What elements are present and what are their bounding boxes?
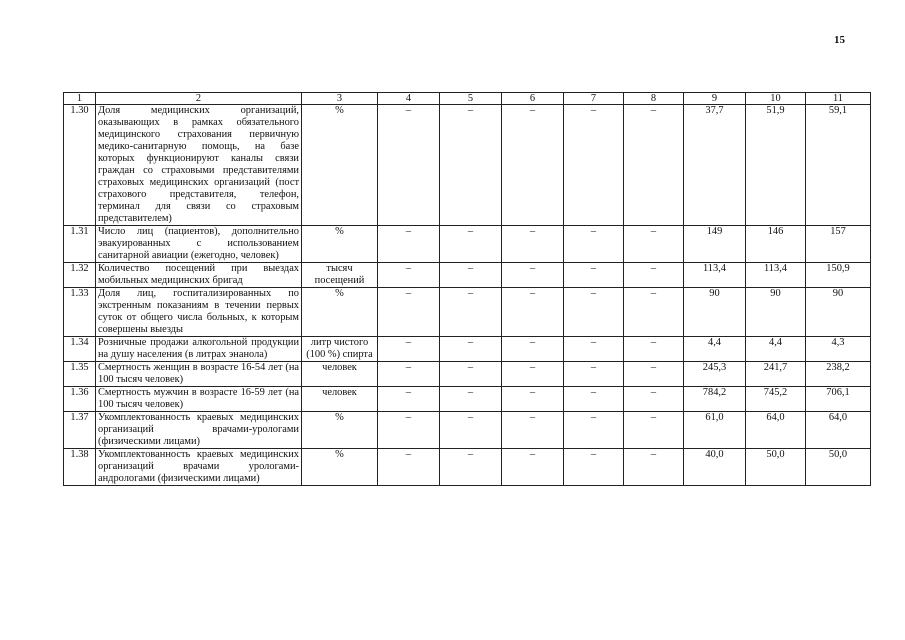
header-cell: 1: [64, 93, 96, 105]
value-cell: –: [378, 263, 440, 288]
row-number: 1.35: [64, 362, 96, 387]
unit-cell: литр чистого (100 %) спирта: [302, 337, 378, 362]
value-cell: –: [378, 412, 440, 449]
row-number: 1.32: [64, 263, 96, 288]
value-cell: 245,3: [684, 362, 746, 387]
value-cell: –: [564, 226, 624, 263]
table-row: [64, 362, 871, 387]
header-cell: 9: [684, 93, 746, 105]
row-number: 1.30: [64, 105, 96, 226]
header-cell: 5: [440, 93, 502, 105]
table-row: [64, 387, 871, 412]
value-cell: –: [624, 412, 684, 449]
value-cell: –: [502, 412, 564, 449]
value-cell: 64,0: [806, 412, 871, 449]
indicator-name: Доля медицинских организаций, оказывающих в рамках обязательного медицинского страхования первичную медико-санитарную помощь, на базе которых функционируют каналы связи граждан со страховыми представителями страховых медицинских организаций (пост страхового представителя, телефон, терминал для связи со страховым представителем): [96, 105, 302, 226]
value-cell: 113,4: [746, 263, 806, 288]
header-cell: 3: [302, 93, 378, 105]
value-cell: 745,2: [746, 387, 806, 412]
page-number: 15: [834, 34, 845, 46]
table-row: [64, 412, 871, 449]
unit-cell: тысяч посещений: [302, 263, 378, 288]
value-cell: –: [564, 288, 624, 337]
value-cell: –: [378, 226, 440, 263]
row-number: 1.31: [64, 226, 96, 263]
value-cell: 784,2: [684, 387, 746, 412]
unit-cell: человек: [302, 387, 378, 412]
value-cell: 149: [684, 226, 746, 263]
table-row: [64, 263, 871, 288]
table-row: [64, 337, 871, 362]
value-cell: –: [624, 105, 684, 226]
value-cell: –: [564, 337, 624, 362]
unit-cell: %: [302, 226, 378, 263]
value-cell: –: [564, 362, 624, 387]
value-cell: 90: [746, 288, 806, 337]
value-cell: –: [378, 449, 440, 486]
header-cell: 4: [378, 93, 440, 105]
value-cell: –: [378, 362, 440, 387]
value-cell: 59,1: [806, 105, 871, 226]
row-number: 1.33: [64, 288, 96, 337]
value-cell: –: [502, 362, 564, 387]
indicator-name: Розничные продажи алкогольной продукции на душу населения (в литрах энанола): [96, 337, 302, 362]
value-cell: –: [502, 263, 564, 288]
indicator-name: Доля лиц, госпитализированных по экстренным показаниям в течении первых суток от общего числа больных, к которым совершены выезды: [96, 288, 302, 337]
value-cell: –: [440, 337, 502, 362]
value-cell: 238,2: [806, 362, 871, 387]
value-cell: 113,4: [684, 263, 746, 288]
value-cell: 4,4: [684, 337, 746, 362]
indicator-name: Количество посещений при выездах мобильных медицинских бригад: [96, 263, 302, 288]
value-cell: 150,9: [806, 263, 871, 288]
value-cell: 64,0: [746, 412, 806, 449]
header-cell: 11: [806, 93, 871, 105]
value-cell: –: [502, 387, 564, 412]
value-cell: –: [502, 337, 564, 362]
unit-cell: %: [302, 412, 378, 449]
value-cell: 40,0: [684, 449, 746, 486]
value-cell: 61,0: [684, 412, 746, 449]
value-cell: –: [440, 387, 502, 412]
unit-cell: %: [302, 288, 378, 337]
value-cell: –: [378, 105, 440, 226]
value-cell: –: [624, 288, 684, 337]
value-cell: –: [502, 105, 564, 226]
value-cell: –: [440, 105, 502, 226]
value-cell: 90: [806, 288, 871, 337]
header-cell: 6: [502, 93, 564, 105]
header-cell: 7: [564, 93, 624, 105]
unit-cell: человек: [302, 362, 378, 387]
indicator-name: Число лиц (пациентов), дополнительно эвакуированных с использованием санитарной авиации (ежегодно, человек): [96, 226, 302, 263]
table-row: [64, 288, 871, 337]
indicator-name: Смертность мужчин в возрасте 16-59 лет (на 100 тысяч человек): [96, 387, 302, 412]
header-cell: 2: [96, 93, 302, 105]
value-cell: –: [564, 449, 624, 486]
unit-cell: %: [302, 105, 378, 226]
table-row: [64, 449, 871, 486]
value-cell: 4,3: [806, 337, 871, 362]
value-cell: –: [624, 362, 684, 387]
value-cell: –: [564, 105, 624, 226]
header-row: [64, 93, 871, 105]
value-cell: –: [440, 288, 502, 337]
indicator-name: Укомплектованность краевых медицинских организаций врачами-урологами (физическими лицами): [96, 412, 302, 449]
value-cell: 51,9: [746, 105, 806, 226]
value-cell: –: [502, 288, 564, 337]
value-cell: 706,1: [806, 387, 871, 412]
value-cell: –: [564, 412, 624, 449]
value-cell: –: [502, 226, 564, 263]
value-cell: 90: [684, 288, 746, 337]
value-cell: –: [624, 263, 684, 288]
value-cell: –: [624, 387, 684, 412]
value-cell: –: [440, 263, 502, 288]
row-number: 1.36: [64, 387, 96, 412]
value-cell: 50,0: [806, 449, 871, 486]
value-cell: –: [440, 362, 502, 387]
row-number: 1.38: [64, 449, 96, 486]
value-cell: 50,0: [746, 449, 806, 486]
unit-cell: %: [302, 449, 378, 486]
value-cell: 37,7: [684, 105, 746, 226]
value-cell: –: [624, 337, 684, 362]
table-row: [64, 226, 871, 263]
row-number: 1.34: [64, 337, 96, 362]
value-cell: –: [502, 449, 564, 486]
indicator-name: Укомплектованность краевых медицинских организаций врачами урологами-андрологами (физическими лицами): [96, 449, 302, 486]
value-cell: –: [378, 387, 440, 412]
value-cell: –: [564, 263, 624, 288]
value-cell: –: [440, 226, 502, 263]
value-cell: –: [378, 337, 440, 362]
value-cell: 241,7: [746, 362, 806, 387]
row-number: 1.37: [64, 412, 96, 449]
header-cell: 10: [746, 93, 806, 105]
value-cell: –: [564, 387, 624, 412]
value-cell: –: [378, 288, 440, 337]
value-cell: –: [440, 449, 502, 486]
indicators-table: [63, 92, 871, 486]
table-row: [64, 105, 871, 226]
value-cell: 157: [806, 226, 871, 263]
value-cell: –: [440, 412, 502, 449]
value-cell: 146: [746, 226, 806, 263]
header-cell: 8: [624, 93, 684, 105]
value-cell: 4,4: [746, 337, 806, 362]
value-cell: –: [624, 449, 684, 486]
value-cell: –: [624, 226, 684, 263]
indicator-name: Смертность женщин в возрасте 16-54 лет (на 100 тысяч человек): [96, 362, 302, 387]
